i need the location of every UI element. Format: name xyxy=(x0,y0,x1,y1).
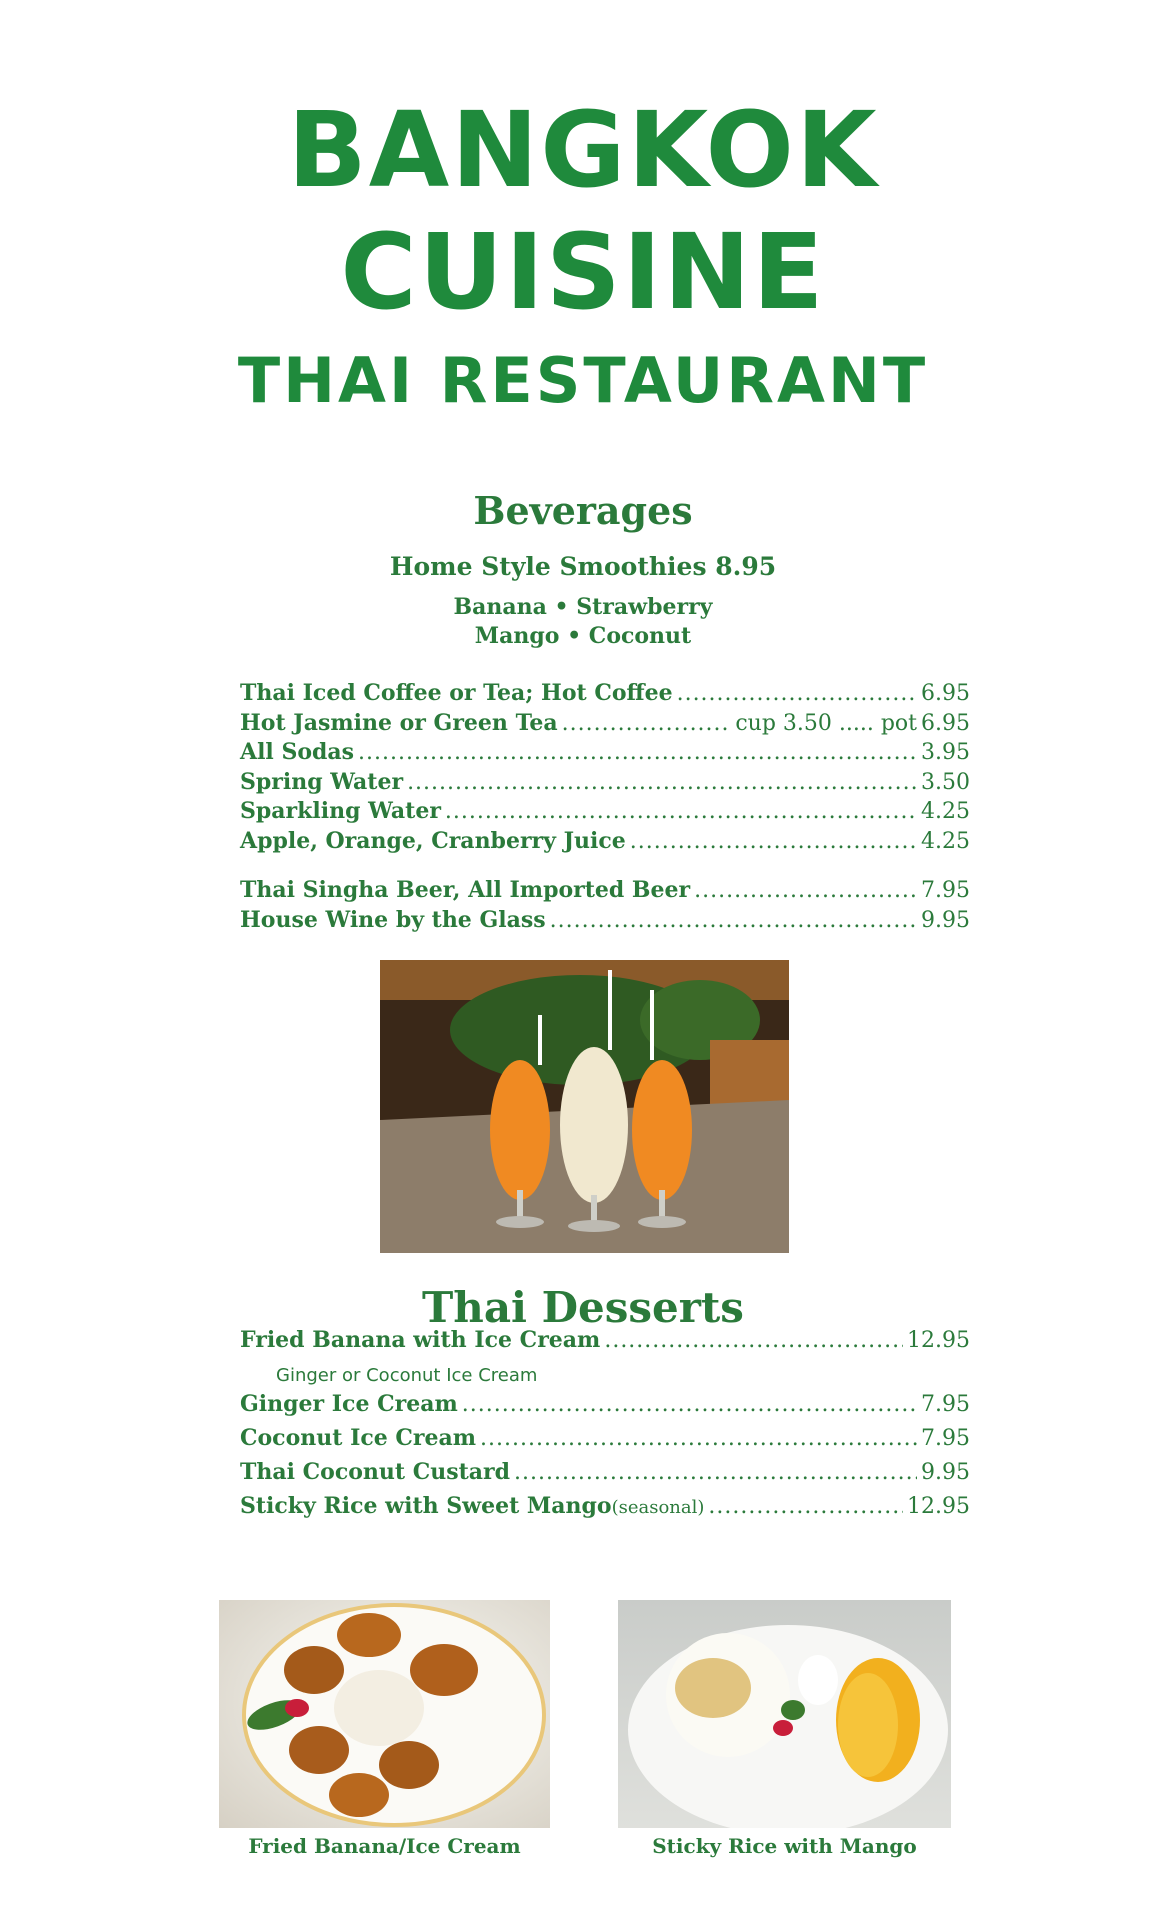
beverage-list xyxy=(240,680,970,858)
leader-dots xyxy=(480,1426,917,1451)
menu-item-price: 4.25 xyxy=(921,799,970,825)
menu-item-name: Sparkling Water xyxy=(240,798,441,825)
menu-item-price: 6.95 xyxy=(921,710,970,736)
menu-item-note: (seasonal) xyxy=(611,1497,705,1518)
menu-item-name: Ginger Ice Cream xyxy=(240,1391,458,1417)
smoothie-flavors-line1: Banana • Strawberry xyxy=(453,594,713,620)
leader-dots xyxy=(445,799,917,824)
menu-item-price: 12.95 xyxy=(907,1494,970,1519)
menu-item-description: Ginger or Coconut Ice Cream xyxy=(276,1365,538,1386)
restaurant-name-line1: BANGKOK xyxy=(287,89,879,211)
menu-item xyxy=(240,769,970,799)
leader-dots xyxy=(407,770,917,795)
menu-item xyxy=(240,1459,970,1493)
sticky-rice-caption: Sticky Rice with Mango xyxy=(652,1834,917,1858)
restaurant-name-line2: CUISINE xyxy=(340,211,826,333)
smoothies-line: Home Style Smoothies 8.95 xyxy=(389,552,777,581)
menu-item-price: 7.95 xyxy=(921,1426,970,1451)
menu-item-name: Hot Jasmine or Green Tea xyxy=(240,709,558,736)
leader-dots xyxy=(358,740,917,765)
menu-item-price: 7.95 xyxy=(921,1392,970,1417)
alcohol-list xyxy=(240,877,970,936)
sticky-rice-photo xyxy=(618,1600,951,1828)
menu-item xyxy=(240,1391,970,1425)
menu-item-name: Fried Banana with Ice Cream xyxy=(240,1327,601,1353)
menu-item-name: Sticky Rice with Sweet Mango xyxy=(240,1493,612,1519)
menu-item xyxy=(240,739,970,769)
menu-item-name: Thai Coconut Custard xyxy=(240,1459,510,1485)
menu-item xyxy=(240,798,970,828)
menu-item-price: 9.95 xyxy=(921,1460,970,1485)
leader-dots xyxy=(514,1460,917,1485)
menu-item-name: All Sodas xyxy=(240,739,355,766)
menu-item xyxy=(240,907,970,937)
fried-banana-photo xyxy=(219,1600,550,1828)
desserts-heading: Thai Desserts xyxy=(422,1283,744,1332)
beverages-heading: Beverages xyxy=(473,488,693,533)
menu-item-price: 3.50 xyxy=(921,769,970,795)
menu-item xyxy=(240,1425,970,1459)
leader-dots xyxy=(562,711,732,736)
smoothies-illustration xyxy=(380,960,789,1253)
leader-dots xyxy=(694,878,917,903)
fried-banana-illustration xyxy=(219,1600,550,1828)
dessert-list xyxy=(240,1327,970,1527)
menu-item-name: Thai Iced Coffee or Tea; Hot Coffee xyxy=(240,680,673,706)
leader-dots xyxy=(604,1328,903,1353)
smoothies-photo xyxy=(380,960,789,1253)
menu-item xyxy=(240,828,970,858)
menu-item-size-prices: cup 3.50 ..... pot xyxy=(735,710,918,736)
menu-item-name: Coconut Ice Cream xyxy=(240,1425,477,1451)
menu-item-name: Apple, Orange, Cranberry Juice xyxy=(240,827,626,854)
menu-item-price: 4.25 xyxy=(921,828,970,854)
menu-item xyxy=(240,1493,970,1527)
sticky-rice-illustration xyxy=(618,1600,951,1828)
menu-item-price: 9.95 xyxy=(921,907,970,933)
menu-item-price: 7.95 xyxy=(921,878,970,903)
leader-dots xyxy=(462,1392,917,1417)
leader-dots xyxy=(677,681,917,706)
leader-dots xyxy=(630,829,917,854)
menu-item-price: 12.95 xyxy=(907,1328,970,1353)
restaurant-subtitle: THAI RESTAURANT xyxy=(237,344,929,417)
menu-item xyxy=(240,877,970,907)
menu-item-name: House Wine by the Glass xyxy=(240,906,546,933)
menu-item-price: 6.95 xyxy=(921,681,970,706)
smoothie-flavors-line2: Mango • Coconut xyxy=(474,623,692,649)
leader-dots xyxy=(708,1494,903,1519)
menu-item xyxy=(240,1327,970,1361)
menu-item xyxy=(240,680,970,710)
menu-item xyxy=(240,710,970,740)
fried-banana-caption: Fried Banana/Ice Cream xyxy=(248,1834,521,1858)
menu-item-name: Spring Water xyxy=(240,768,404,795)
menu-item-name: Thai Singha Beer, All Imported Beer xyxy=(240,877,691,903)
menu-item-price: 3.95 xyxy=(921,740,970,766)
leader-dots xyxy=(550,908,917,933)
